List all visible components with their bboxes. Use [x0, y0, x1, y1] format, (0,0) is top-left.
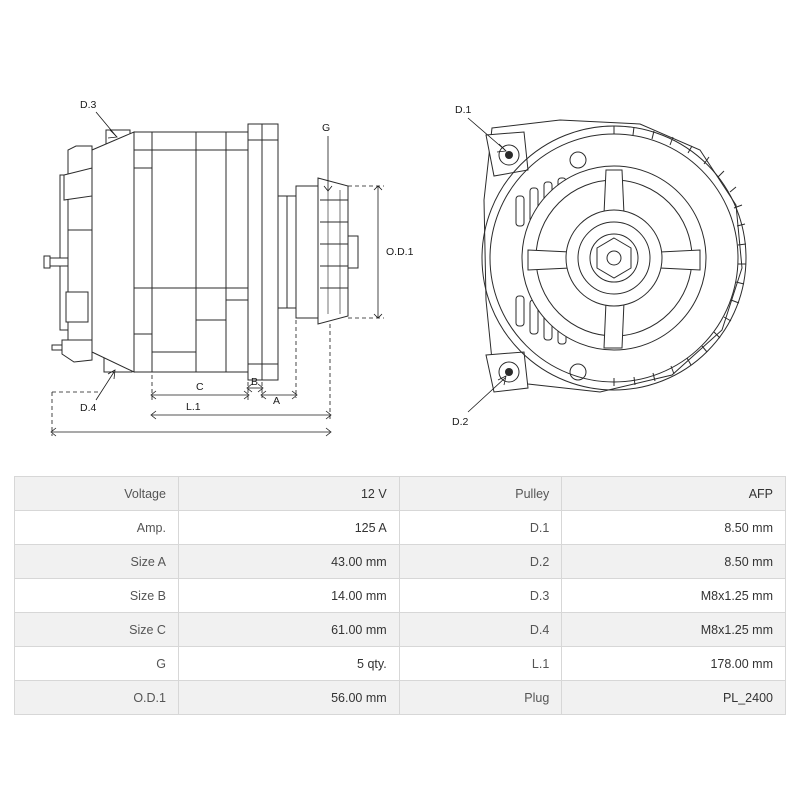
- spec-value: 8.50 mm: [562, 511, 786, 545]
- label-d3: D.3: [80, 99, 97, 111]
- spec-label: Size C: [15, 613, 179, 647]
- spec-value: 125 A: [178, 511, 399, 545]
- spec-label: L.1: [399, 647, 562, 681]
- spec-label: Plug: [399, 681, 562, 715]
- side-view: [44, 99, 414, 436]
- label-d1: D.1: [455, 104, 472, 116]
- spec-value: M8x1.25 mm: [562, 579, 786, 613]
- table-row: [15, 545, 786, 579]
- spec-label: G: [15, 647, 179, 681]
- spec-value: PL_2400: [562, 681, 786, 715]
- label-a: A: [273, 395, 281, 407]
- spec-label: Size B: [15, 579, 179, 613]
- label-c: C: [196, 381, 204, 393]
- spec-value: 56.00 mm: [178, 681, 399, 715]
- label-g: G: [322, 122, 331, 134]
- spec-table-body: [15, 477, 786, 715]
- spec-value: 12 V: [178, 477, 399, 511]
- spec-label: Pulley: [399, 477, 562, 511]
- spec-label: D.4: [399, 613, 562, 647]
- spec-value: 5 qty.: [178, 647, 399, 681]
- spec-label: D.3: [399, 579, 562, 613]
- spec-label: Voltage: [15, 477, 179, 511]
- label-d2: D.2: [452, 416, 469, 428]
- spec-label: Size A: [15, 545, 179, 579]
- spec-label: D.2: [399, 545, 562, 579]
- label-b: B: [251, 376, 259, 388]
- spec-label: O.D.1: [15, 681, 179, 715]
- spec-value: 61.00 mm: [178, 613, 399, 647]
- spec-value: M8x1.25 mm: [562, 613, 786, 647]
- spec-label: D.1: [399, 511, 562, 545]
- label-d4: D.4: [80, 402, 97, 414]
- specification-table: [14, 476, 786, 715]
- spec-value: 8.50 mm: [562, 545, 786, 579]
- spec-value: 178.00 mm: [562, 647, 786, 681]
- table-row: [15, 579, 786, 613]
- spec-label: Amp.: [15, 511, 179, 545]
- front-view: [452, 104, 746, 428]
- table-row: [15, 613, 786, 647]
- table-row: [15, 647, 786, 681]
- label-od1: O.D.1: [386, 246, 414, 258]
- table-row: [15, 477, 786, 511]
- spec-value: 43.00 mm: [178, 545, 399, 579]
- table-row: [15, 681, 786, 715]
- spec-value: AFP: [562, 477, 786, 511]
- table-row: [15, 511, 786, 545]
- spec-value: 14.00 mm: [178, 579, 399, 613]
- label-l1: L.1: [186, 401, 201, 413]
